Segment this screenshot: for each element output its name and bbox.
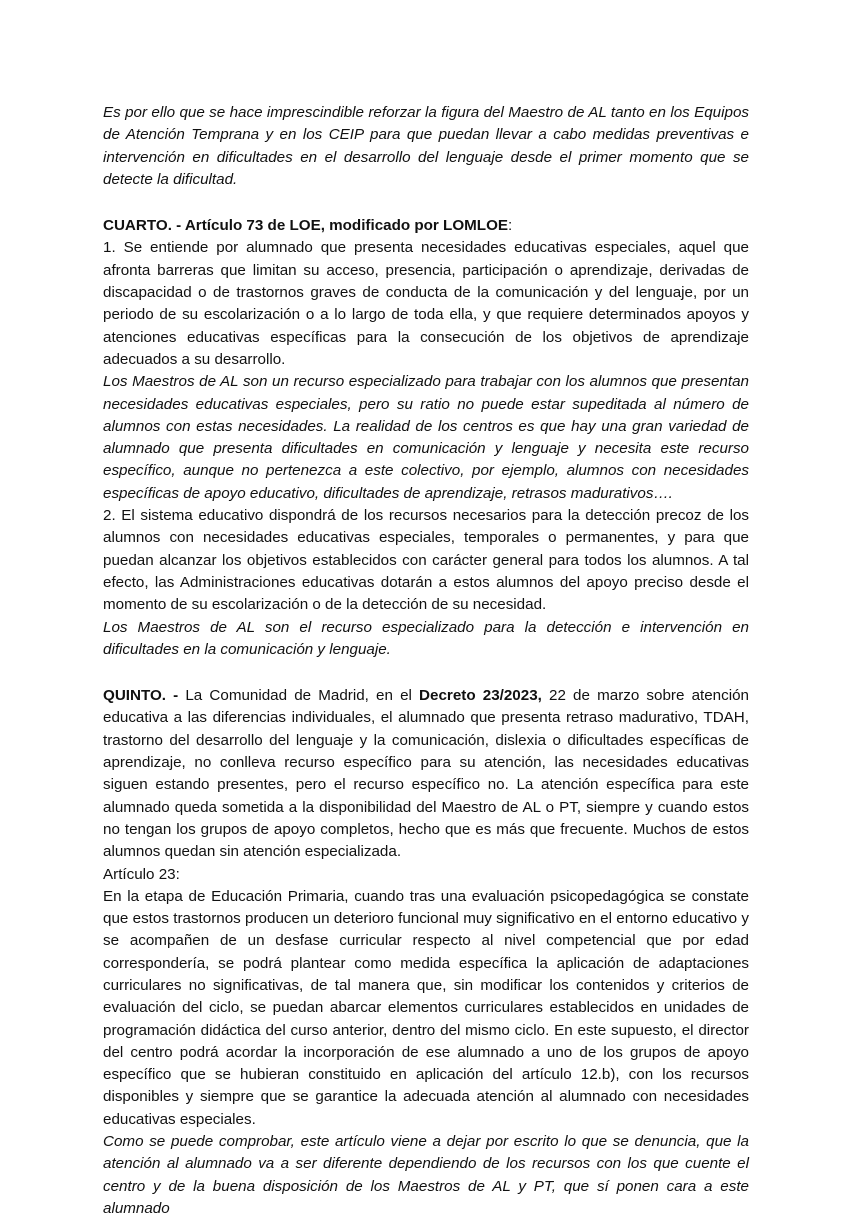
spacer (103, 191, 749, 215)
spacer (103, 661, 749, 685)
cuarto-point-1: 1. Se entiende por alumnado que presenta necesidades educativas especiales, aquel que afronta barreras que limitan su acceso, presencia, participación o aprendizaje, derivadas de discapacidad o de trastornos graves de conducta de la comunicación y del lenguaje, por un periodo de su escolarización o a lo largo de toda ella, y que requiere determinados apoyos y atenciones educativas específicas para la consecución de los objetivos de aprendizaje adecuados a su desarrollo. (103, 239, 749, 368)
cuarto-heading (103, 215, 749, 237)
quinto-comment: Como se puede comprobar, este artículo viene a dejar por escrito lo que se denuncia, que la atención al alumnado va a ser diferente dependiendo de los recursos con los que cuente el centro y de la buena disposición de los Maestros de AL y PT, que sí ponen cara a este alumnado (103, 1133, 749, 1217)
cuarto-point-2: 2. El sistema educativo dispondrá de los recursos necesarios para la detección precoz de los alumnos con necesidades educativas especiales, temporales o permanentes, y para que puedan alcanzar los objetivos establecidos con carácter general para todos los alumnos. A tal efecto, las Administraciones educativas dotarán a estos alumnos del apoyo preciso desde el momento de su escolarización o de la detección de su necesidad. (103, 507, 749, 614)
quinto-decree: Decreto 23/2023, (419, 687, 542, 705)
quinto-text-a: La Comunidad de Madrid, en el (178, 687, 420, 705)
article-label: Artículo 23: (103, 865, 180, 883)
cuarto-comment-2: Los Maestros de AL son el recurso especializado para la detección e intervención en dificultades en la comunicación y lenguaje. (103, 618, 749, 658)
cuarto-heading-suffix: : (508, 217, 513, 235)
quinto-paragraph (103, 685, 749, 863)
quinto-text-b: 22 de marzo sobre atención educativa a las diferencias individuales, el alumnado que presenta retraso madurativo, TDAH, trastorno del desarrollo del lenguaje y la comunicación, dislexia o dificultades específicas de aprendizaje, no conlleva recurso específico para su atención, las necesidades educativas siguen estando presentes, pero el recurso específico no. La atención específica para este alumnado queda sometida a la disponibilidad del Maestro de AL o PT, siempre y cuando estos no tengan los grupos de apoyo completos, hecho que es más que frecuente. Muchos de estos alumnos quedan sin atención especializada. (103, 687, 749, 861)
intro-paragraph: Es por ello que se hace imprescindible reforzar la figura del Maestro de AL tanto en los Equipos de Atención Temprana y en los CEIP para que puedan llevar a cabo medidas preventivas e intervención en dificultades en el desarrollo del lenguaje desde el primer momento que se detecte la dificultad. (103, 104, 749, 188)
article-text: En la etapa de Educación Primaria, cuando tras una evaluación psicopedagógica se constate que estos trastornos producen un deterioro funcional muy significativo en el entorno educativo y se acompañen de un desfase curricular respecto al nivel competencial que por edad correspondería, se podrá plantear como medida específica la aplicación de adaptaciones curriculares no significativas, de tal manera que, sin modificar los contenidos y criterios de evaluación del ciclo, se puedan abarcar elementos curriculares establecidos en unidades de programación didáctica del curso anterior, dentro del mismo ciclo. En este supuesto, el director del centro podrá acordar la incorporación de ese alumnado a uno de los grupos de apoyo específico que se hubieran constituido en aplicación del artículo 12.b), con los recursos disponibles y siempre que se garantice la adecuada atención al alumnado con necesidades educativas especiales. (103, 887, 749, 1128)
quinto-heading: QUINTO. - (103, 687, 179, 705)
cuarto-heading-text: CUARTO. - Artículo 73 de LOE, modificado por LOMLOE (103, 217, 509, 235)
cuarto-comment-1: Los Maestros de AL son un recurso especializado para trabajar con los alumnos que presentan necesidades educativas especiales, pero su ratio no puede estar supeditada al número de alumnos con estas necesidades. La realidad de los centros es que hay una gran variedad de alumnado que presenta dificultades en comunicación y lenguaje y necesita este recurso específico, aunque no pertenezca a este colectivo, por ejemplo, alumnos con necesidades específicas de apoyo educativo, dificultades de aprendizaje, retrasos madurativos…. (103, 373, 749, 502)
